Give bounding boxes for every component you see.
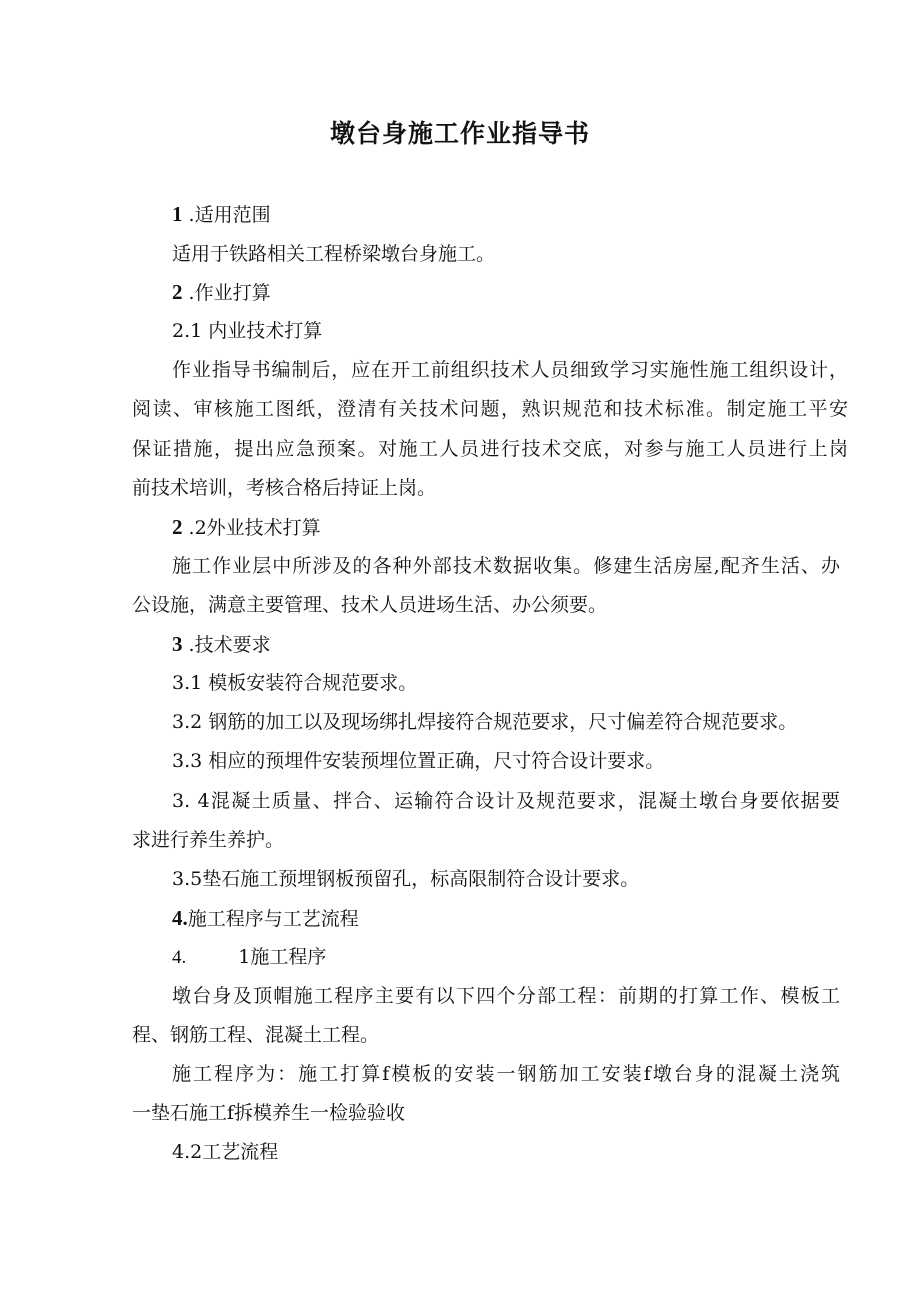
section-3-heading bbox=[172, 629, 892, 660]
section-2-title: .作业打算 bbox=[182, 282, 271, 304]
section-2-1-line-1: 作业指导书编制后，应在开工前组织技术人员细致学习实施性施工组织设计， bbox=[172, 359, 848, 381]
document-title: 墩台身施工作业指导书 bbox=[329, 119, 590, 148]
section-3-4-line-1: 3. 4混凝土质量、拌合、运输符合设计及规范要求，混凝土墩台身要依据要 bbox=[172, 790, 840, 812]
section-4-number: 4. bbox=[172, 906, 188, 930]
section-2-1-line-2: 阅读、审核施工图纸，澄清有关技术问题，熟识规范和技术标准。制定施工平安 bbox=[132, 398, 848, 420]
section-2-heading bbox=[172, 277, 892, 308]
section-4-1-heading bbox=[172, 942, 892, 973]
section-1-title: .适用范围 bbox=[182, 204, 271, 226]
section-4-heading bbox=[172, 903, 892, 934]
section-3-title: .技术要求 bbox=[182, 634, 271, 656]
section-3-1: 3.1 模板安装符合规范要求。 bbox=[172, 672, 418, 694]
section-4-2-heading: 4.2工艺流程 bbox=[172, 1141, 279, 1163]
section-4-1-number: 4. bbox=[172, 947, 187, 968]
section-3-3: 3.3 相应的预埋件安装预埋位置正确，尺寸符合设计要求。 bbox=[172, 750, 665, 772]
section-4-1-para-1-line-1: 墩台身及顶帽施工程序主要有以下四个分部工程：前期的打算工作、模板工 bbox=[172, 985, 840, 1007]
section-4-1-para-1-line-2: 程、钢筋工程、混凝土工程。 bbox=[132, 1024, 380, 1046]
section-2-2-line-2: 公设施，满意主要管理、技术人员进场生活、办公须要。 bbox=[132, 594, 608, 616]
section-2-number: 2 bbox=[172, 280, 183, 304]
section-2-2-title: .2外业技术打算 bbox=[182, 517, 321, 539]
section-1-body: 适用于铁路相关工程桥梁墩台身施工。 bbox=[172, 243, 496, 265]
section-1-number: 1 bbox=[172, 202, 183, 226]
section-2-1-line-4: 前技术培训，考核合格后持证上岗。 bbox=[132, 477, 437, 499]
section-2-1-line-3: 保证措施，提出应急预案。对施工人员进行技术交底，对参与施工人员进行上岗 bbox=[132, 438, 848, 460]
section-3-5: 3.5垫石施工预埋钢板预留孔，标高限制符合设计要求。 bbox=[172, 868, 640, 890]
section-2-2-number: 2 bbox=[172, 515, 183, 539]
section-1-heading bbox=[172, 199, 892, 230]
section-2-2-heading bbox=[172, 512, 892, 543]
section-4-title: 施工程序与工艺流程 bbox=[187, 908, 359, 930]
section-3-number: 3 bbox=[172, 632, 183, 656]
section-3-2: 3.2 钢筋的加工以及现场绑扎焊接符合规范要求，尺寸偏差符合规范要求。 bbox=[172, 711, 798, 733]
section-4-1-para-2-line-2: 一垫石施工f拆模养生一检验验收 bbox=[132, 1102, 406, 1124]
section-2-1-heading: 2.1 内业技术打算 bbox=[172, 320, 323, 342]
section-3-4-line-2: 求进行养生养护。 bbox=[132, 829, 285, 851]
section-4-1-title: 1施工程序 bbox=[238, 946, 327, 968]
section-4-1-para-2-line-1: 施工程序为：施工打算f模板的安装一钢筋加工安装f墩台身的混凝土浇筑 bbox=[172, 1063, 840, 1085]
section-2-2-line-1: 施工作业层中所涉及的各种外部技术数据收集。修建生活房屋,配齐生活、办 bbox=[172, 555, 840, 577]
